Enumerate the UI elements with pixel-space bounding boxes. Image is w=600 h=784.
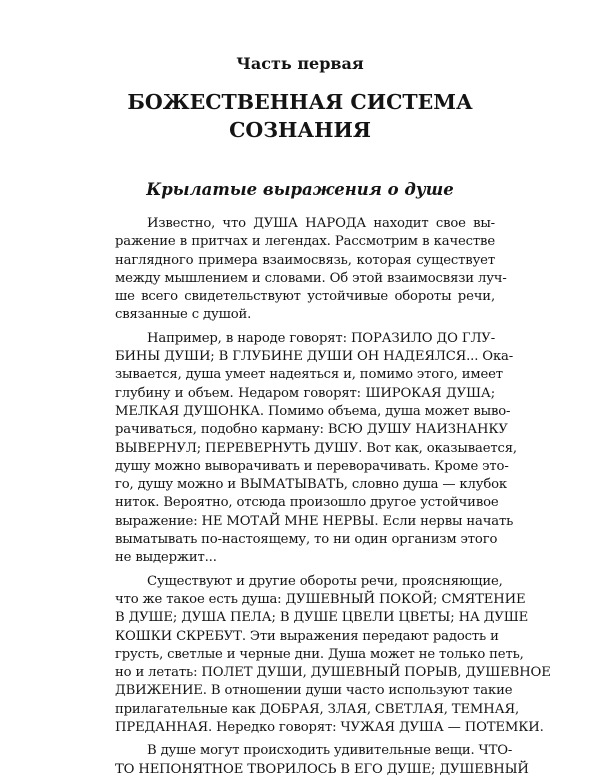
text-line: душу можно выворачивать и переворачивать. Кроме это- — [115, 458, 509, 474]
text-line: Существуют и другие обороты речи, проясняющие, — [147, 573, 503, 589]
text-line: го, душу можно и ВЫМАТЫВАТЬ, словно душа — клубок — [115, 477, 507, 493]
text-line: не выдержит... — [115, 550, 217, 566]
paragraph — [115, 742, 529, 779]
body-text — [115, 215, 551, 784]
text-line: глубину и объем. Недаром говорят: ШИРОКАЯ ДУША; — [115, 385, 495, 401]
text-line: ражение в притчах и легендах. Рассмотрим в качестве — [115, 234, 495, 250]
text-line: ниток. Вероятно, отсюда произошло другое устойчивое — [115, 495, 499, 511]
text-line: грусть, светлые и черные дни. Душа может не только петь, — [115, 646, 524, 662]
text-line: ше всего свидетельствуют устойчивые обороты речи, — [115, 289, 495, 305]
text-line: ТО НЕПОНЯТНОЕ ТВОРИЛОСЬ В ЕГО ДУШЕ; ДУШЕВНЫЙ — [115, 761, 529, 777]
text-line: Например, в народе говорят: ПОРАЗИЛО ДО ГЛУ- — [147, 330, 495, 346]
text-line: связанные с душой. — [115, 307, 252, 323]
paragraph — [115, 215, 507, 325]
text-line: но и летать: ПОЛЕТ ДУШИ, ДУШЕВНЫЙ ПОРЫВ, ДУШЕВНОЕ — [115, 665, 551, 681]
text-line: В душе могут происходить удивительные вещи. ЧТО- — [147, 743, 513, 759]
paragraph — [115, 573, 551, 738]
text-line: между мышлением и словами. Об этой взаимосвязи луч- — [115, 270, 507, 286]
part-label: Часть первая — [236, 54, 364, 73]
text-line: МЕЛКАЯ ДУШОНКА. Помимо объема, душа может выво- — [115, 403, 511, 419]
text-line: прилагательные как ДОБРАЯ, ЗЛАЯ, СВЕТЛАЯ, ТЕМНАЯ, — [115, 701, 520, 717]
text-line: наглядного примера взаимосвязь, которая существует — [115, 252, 495, 268]
chapter-title — [0, 88, 600, 144]
text-line: зывается, душа умеет надеяться и, помимо этого, имеет — [115, 367, 503, 383]
text-line: БИНЫ ДУШИ; В ГЛУБИНЕ ДУШИ ОН НАДЕЯЛСЯ... Ока- — [115, 349, 514, 365]
section-title: Крылатые выражения о душе — [146, 180, 454, 199]
text-line: выражение: НЕ МОТАЙ МНЕ НЕРВЫ. Если нервы начать — [115, 513, 514, 529]
text-line: выматывать по-настоящему, то ни один организм этого — [115, 532, 498, 548]
chapter-title-line: БОЖЕСТВЕННАЯ СИСТЕМА — [127, 90, 473, 114]
text-line: КОШКИ СКРЕБУТ. Эти выражения передают радость и — [115, 628, 499, 644]
text-line: В ДУШЕ; ДУША ПЕЛА; В ДУШЕ ЦВЕЛИ ЦВЕТЫ; НА ДУШЕ — [115, 610, 529, 626]
text-line: ПРЕДАННАЯ. Нередко говорят: ЧУЖАЯ ДУША — ПОТЕМКИ. — [115, 720, 544, 736]
text-line: ВЫВЕРНУЛ; ПЕРЕВЕРНУТЬ ДУШУ. Вот как, оказывается, — [115, 440, 517, 456]
text-line: что же такое есть душа: ДУШЕВНЫЙ ПОКОЙ; СМЯТЕНИЕ — [115, 591, 526, 607]
text-line: ДВИЖЕНИЕ. В отношении души часто используют такие — [115, 683, 513, 699]
text-line: Известно, что ДУША НАРОДА находит свое вы- — [147, 216, 495, 231]
chapter-title-line: СОЗНАНИЯ — [229, 118, 371, 142]
text-line: рачиваться, подобно карману: ВСЮ ДУШУ НАИЗНАНКУ — [115, 422, 508, 438]
paragraph — [115, 330, 517, 568]
